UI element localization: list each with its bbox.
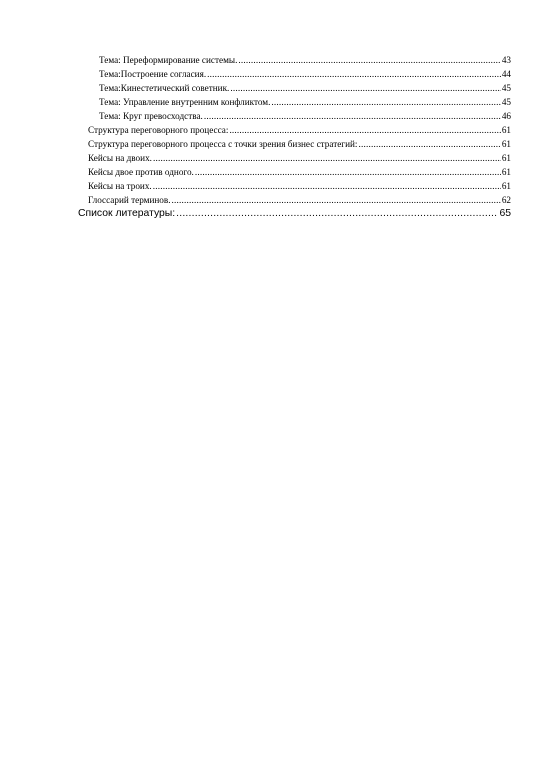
toc-entry-title: Кейсы на двоих. <box>88 153 152 163</box>
toc-entry-title: Список литературы: <box>78 208 176 219</box>
toc-entry[interactable] <box>78 208 511 220</box>
toc-entry-title: Тема:Кинестетический советник. <box>99 83 230 93</box>
toc-entry-page: 61 <box>501 153 511 163</box>
toc-dot-leader <box>195 166 501 178</box>
toc-dot-leader <box>229 124 500 136</box>
toc-dot-leader <box>176 208 498 220</box>
toc-entry-page: 46 <box>501 111 511 121</box>
toc-entry-title: Глоссарий терминов. <box>88 195 171 205</box>
toc-entry-title: Тема: Переформирование системы. <box>99 55 238 65</box>
toc-entry-title: Тема: Управление внутренним конфликтом. <box>99 97 271 107</box>
toc-entry-page: 61 <box>501 125 511 135</box>
toc-dot-leader <box>153 152 501 164</box>
toc-entry-page: 61 <box>501 139 511 149</box>
toc-entry[interactable] <box>99 68 511 80</box>
toc-entry[interactable] <box>88 152 511 164</box>
toc-entry-page: 43 <box>501 55 511 65</box>
toc-entry[interactable] <box>99 110 511 122</box>
toc-dot-leader <box>153 180 501 192</box>
toc-dot-leader <box>238 54 500 66</box>
toc-entry[interactable] <box>88 138 511 150</box>
toc-dot-leader <box>230 82 500 94</box>
toc-dot-leader <box>358 138 500 150</box>
toc-entry-page: 45 <box>501 83 511 93</box>
toc-dot-leader <box>271 96 500 108</box>
toc-dot-leader <box>207 68 501 80</box>
toc-entry[interactable] <box>99 82 511 94</box>
toc-dot-leader <box>204 110 501 122</box>
toc-entry-page: 62 <box>501 195 511 205</box>
toc-entry[interactable] <box>99 54 511 66</box>
toc-entry-page: 44 <box>501 69 511 79</box>
toc-entry[interactable] <box>88 124 511 136</box>
toc-entry-page: 61 <box>501 181 511 191</box>
toc-entry-title: Тема:Построение согласия. <box>99 69 207 79</box>
toc-entry[interactable] <box>88 180 511 192</box>
toc-entry[interactable] <box>99 96 511 108</box>
toc-entry-title: Структура переговорного процесса с точки зрения бизнес стратегий: <box>88 139 358 149</box>
toc-entry-page: 45 <box>501 97 511 107</box>
toc-entry[interactable] <box>88 194 511 206</box>
toc-entry-title: Кейсы на троих. <box>88 181 152 191</box>
toc-entry-title: Структура переговорного процесса: <box>88 125 229 135</box>
toc-dot-leader <box>172 194 501 206</box>
toc-entry[interactable] <box>88 166 511 178</box>
toc-entry-title: Тема: Круг превосходства. <box>99 111 203 121</box>
toc-entry-title: Кейсы двое против одного. <box>88 167 194 177</box>
toc-entry-page: 61 <box>501 167 511 177</box>
toc-entry-page: 65 <box>499 208 511 219</box>
